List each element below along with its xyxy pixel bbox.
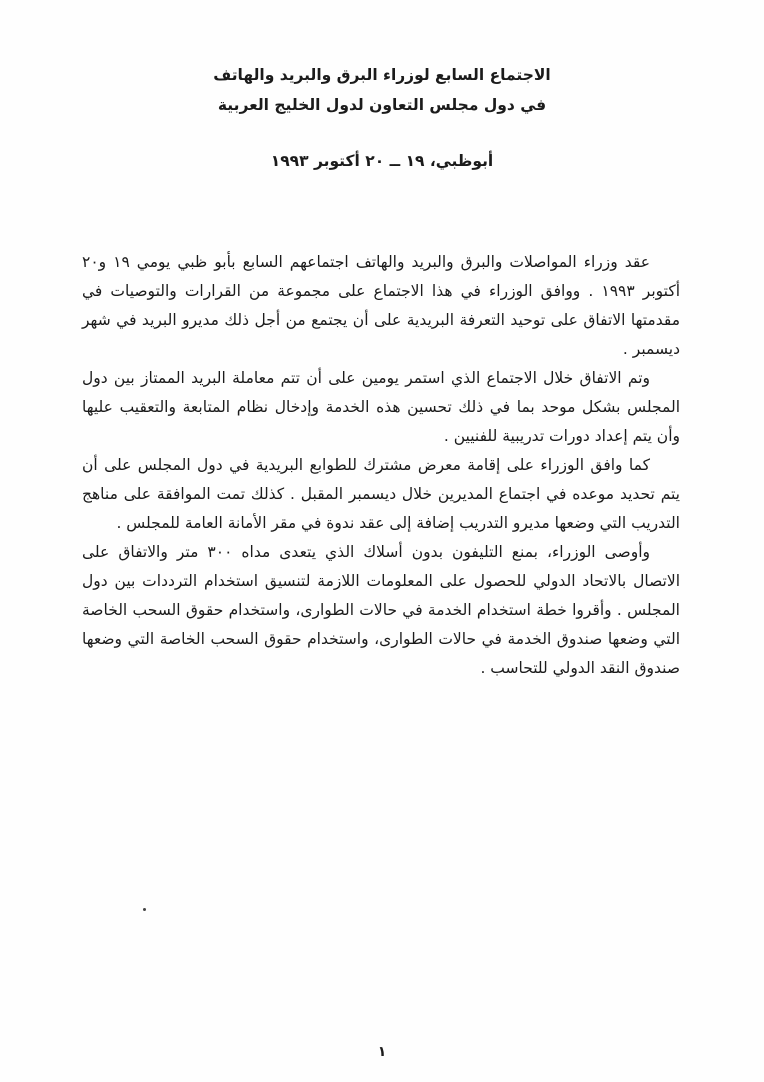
title-line-2: في دول مجلس التعاون لدول الخليج العربية	[217, 96, 547, 114]
paragraph-1: عقد وزراء المواصلات والبرق والبريد والهاتف اجتماعهم السابع بأبو ظبي يومي ١٩ و٢٠ أكتوبر ١٩٩٣ . ووافق الوزراء في هذا الاجتماع على مجموعة من القرارات والتوصيات في مقدمتها الاتفاق على توحيد التعرفة البريدية على أن يجتمع من أجل ذلك مديرو البريد في شهر ديسمبر .	[82, 253, 680, 358]
paragraph-3: كما وافق الوزراء على إقامة معرض مشترك للطوابع البريدية في دول المجلس على أن يتم تحديد موعده في اجتماع المديرين خلال ديسمبر المقبل . كذلك تمت الموافقة على مناهج التدريب التي وضعها مديرو التدريب إضافة إلى عقد ندوة في مقر الأمانة العامة للمجلس .	[82, 456, 680, 532]
paragraph-2: وتم الاتفاق خلال الاجتماع الذي استمر يومين على أن تتم معاملة البريد الممتاز بين دول المجلس بشكل موحد بما في ذلك تحسين هذه الخدمة وإدخال نظام المتابعة والتعقيب عليها وأن يتم إعداد دورات تدريبية للفنيين .	[82, 369, 680, 445]
scan-artifact-dot	[143, 908, 146, 911]
page-number: ١	[377, 1044, 387, 1060]
title-line-1: الاجتماع السابع لوزراء البرق والبريد والهاتف	[213, 66, 551, 84]
document-body	[82, 248, 680, 683]
paragraph-4: وأوصى الوزراء، بمنع التليفون بدون أسلاك الذي يتعدى مداه ٣٠٠ متر والاتفاق على الاتصال بالاتحاد الدولي للحصول على المعلومات اللازمة لتنسيق استخدام الترددات بين دول المجلس . وأقروا خطة استخدام الخدمة في حالات الطوارى، واستخدام حقوق السحب الخاصة التي وضعها صندوق الخدمة في حالات الطوارى، واستخدام حقوق السحب الخاصة التي وضعها صندوق النقد الدولي للتحاسب .	[82, 543, 680, 677]
date-line: أبوظبي، ١٩ ــ ٢٠ أكتوبر ١٩٩٣	[270, 152, 494, 170]
document-title	[0, 0, 764, 120]
